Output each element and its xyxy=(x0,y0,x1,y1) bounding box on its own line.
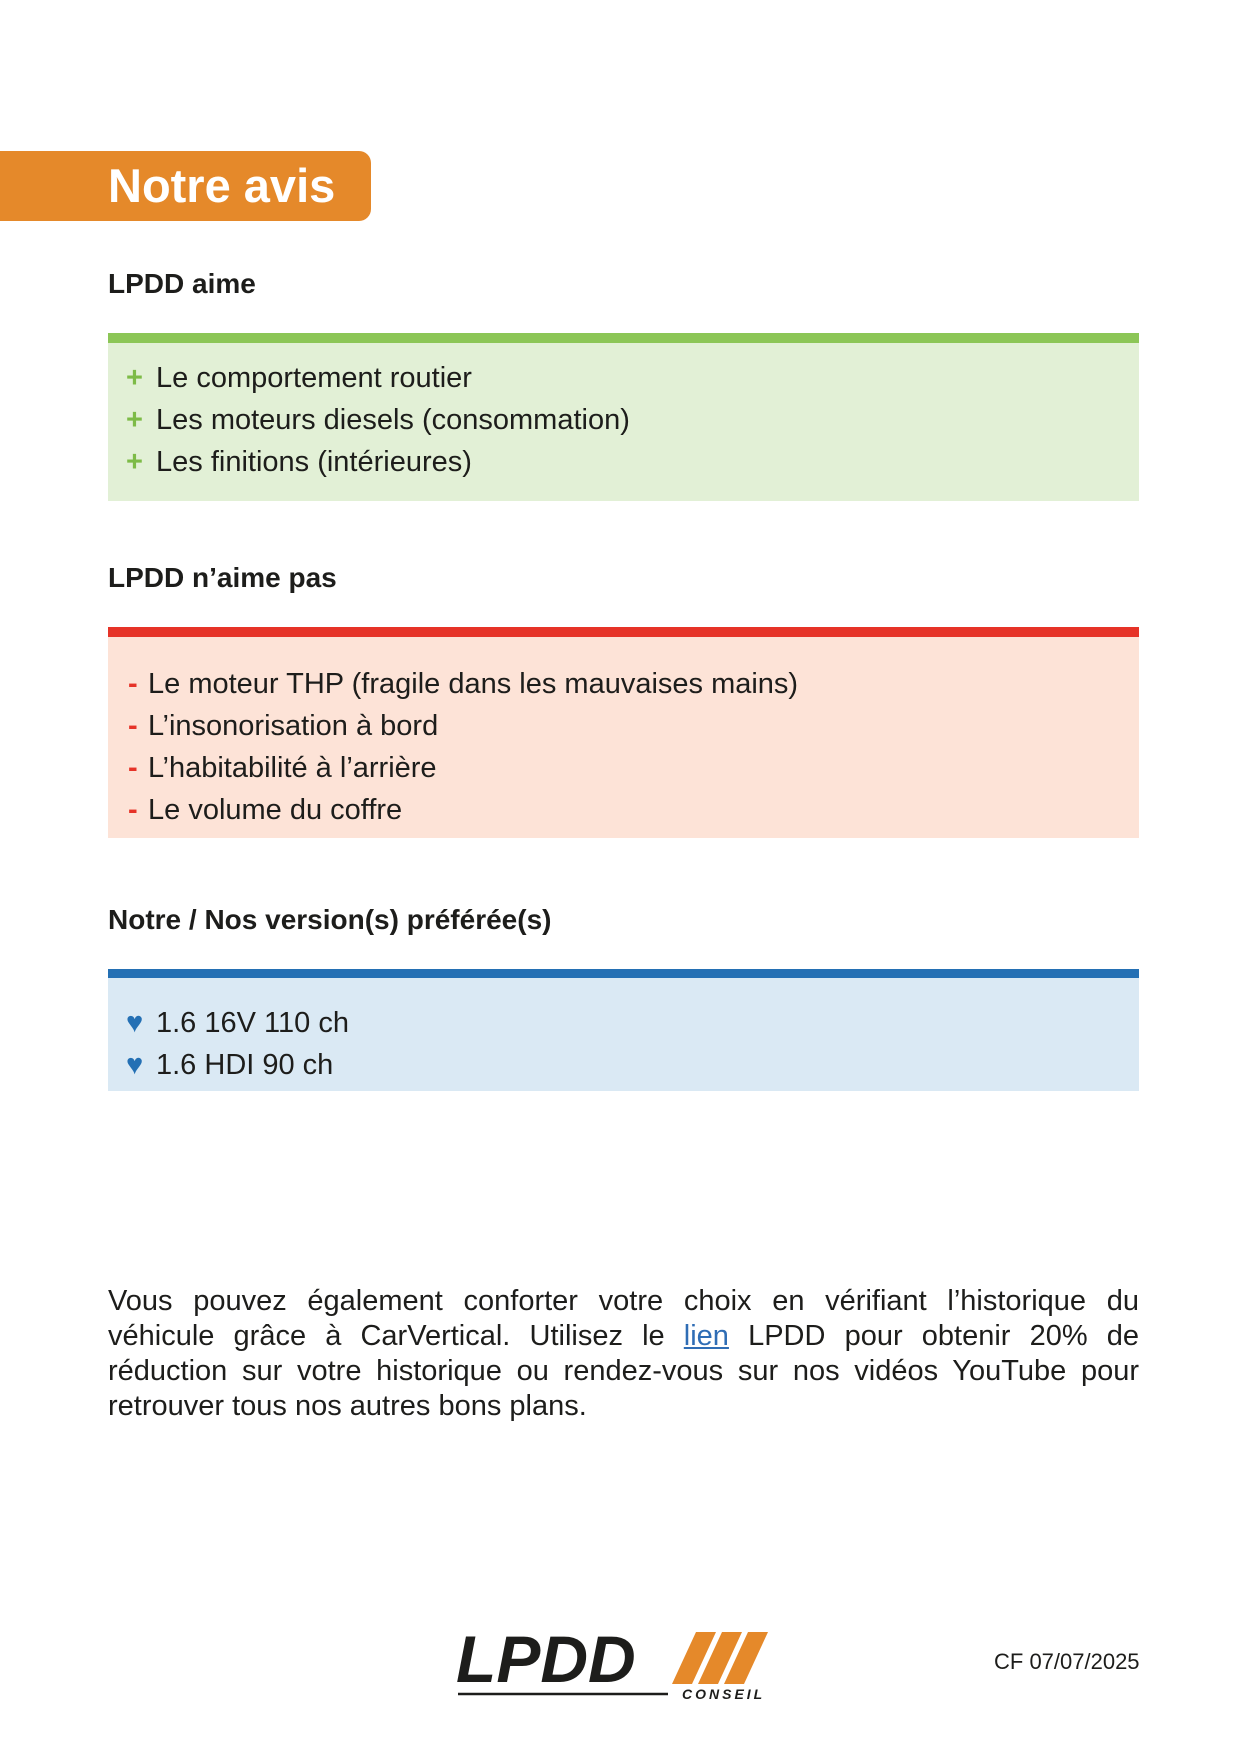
list-item xyxy=(126,747,798,789)
list-item-text: Le moteur THP (fragile dans les mauvaises mains) xyxy=(148,668,799,700)
list-item-text: Le volume du coffre xyxy=(148,794,403,826)
carvertical-link[interactable]: lien xyxy=(683,1320,729,1352)
list-item xyxy=(126,789,798,831)
list-item xyxy=(126,663,798,705)
closing-text-end: LPDD pour obtenir 20% de réduction sur votre historique ou rendez-vous sur nos vidéos YouTube pour retrouver tous nos autres bons plans. xyxy=(108,1320,1139,1422)
plus-icon: + xyxy=(126,404,143,436)
page-title: Notre avis xyxy=(108,159,336,212)
list-item xyxy=(126,705,798,747)
list-item-text: 1.6 16V 110 ch xyxy=(156,1007,349,1039)
likes-list xyxy=(126,357,630,483)
dislikes-box xyxy=(108,627,1139,838)
list-item xyxy=(126,441,630,483)
minus-icon: - xyxy=(128,710,138,742)
versions-heading: Notre / Nos version(s) préférée(s) xyxy=(108,904,552,935)
likes-box xyxy=(108,333,1139,501)
plus-icon: + xyxy=(126,446,143,478)
list-item-text: L’insonorisation à bord xyxy=(148,710,439,742)
closing-paragraph xyxy=(108,1284,1139,1424)
title-banner xyxy=(0,151,371,221)
list-item-text: 1.6 HDI 90 ch xyxy=(156,1049,334,1081)
dislikes-list xyxy=(126,663,798,831)
versions-list xyxy=(126,1002,349,1086)
date-stamp: CF 07/07/2025 xyxy=(994,1649,1140,1674)
list-item xyxy=(126,1002,349,1044)
list-item xyxy=(126,1044,349,1086)
plus-icon: + xyxy=(126,362,143,394)
list-item-text: L’habitabilité à l’arrière xyxy=(148,752,437,784)
list-item-text: Les finitions (intérieures) xyxy=(156,446,472,478)
logo-subtitle: CONSEIL xyxy=(682,1686,766,1702)
logo-wordmark: LPDD xyxy=(456,1622,636,1696)
minus-icon: - xyxy=(128,752,138,784)
heart-icon: ♥ xyxy=(126,1049,144,1081)
lpdd-logo xyxy=(456,1622,796,1702)
minus-icon: - xyxy=(128,794,138,826)
heart-icon: ♥ xyxy=(126,1007,144,1039)
closing-text-start: Vous pouvez également conforter votre choix en vérifiant l’historique du véhicule grâce à CarVertical. Utilisez le xyxy=(108,1285,1139,1352)
list-item-text: Le comportement routier xyxy=(156,362,472,394)
versions-box xyxy=(108,969,1139,1091)
list-item xyxy=(126,399,630,441)
list-item-text: Les moteurs diesels (consommation) xyxy=(156,404,630,436)
list-item xyxy=(126,357,630,399)
minus-icon: - xyxy=(128,668,138,700)
likes-heading: LPDD aime xyxy=(108,268,256,299)
dislikes-heading: LPDD n’aime pas xyxy=(108,562,337,593)
